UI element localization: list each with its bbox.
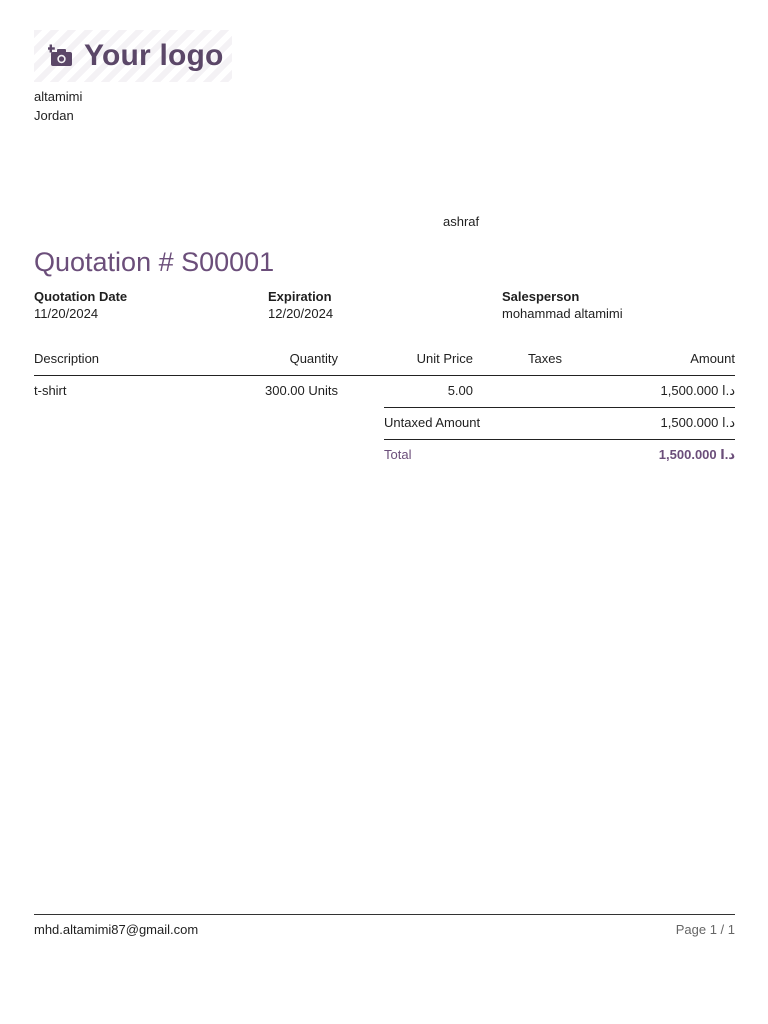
company-logo [34,30,232,82]
quotation-date-block [34,289,127,321]
table-row-amount: 1,500.000 د.ا [660,383,735,398]
expiration-block [268,289,333,321]
header-taxes: Taxes [528,351,562,366]
header-divider [34,375,735,376]
camera-plus-icon [48,43,74,69]
company-address [34,87,82,125]
total-value: 1,500.000 د.ا [658,447,735,462]
expiration-label: Expiration [268,289,332,304]
company-country: Jordan [34,108,74,123]
footer-divider [34,914,735,915]
logo-text: Your logo [84,39,224,72]
table-row-unit-price: 5.00 [447,383,473,398]
quotation-date-value: 11/20/2024 [34,306,99,321]
footer-email: mhd.altamimi87@gmail.com [34,922,199,937]
total-divider [384,439,735,440]
expiration-value: 12/20/2024 [268,306,334,321]
salesperson-block [502,289,623,321]
page-number: Page 1 / 1 [675,922,735,937]
subtotal-divider [384,407,735,408]
header-amount: Amount [690,351,735,366]
table-row-quantity: 300.00 Units [265,383,338,398]
salesperson-value: mohammad altamimi [502,306,623,321]
untaxed-amount-label: Untaxed Amount [384,415,481,430]
header-unit-price: Unit Price [416,351,473,366]
total-label: Total [384,447,412,462]
header-quantity: Quantity [289,351,338,366]
quotation-date-label: Quotation Date [34,289,128,304]
company-name: altamimi [34,89,83,104]
page-title: Quotation # S00001 [34,247,275,277]
customer-name: ashraf [443,214,480,229]
header-description: Description [34,351,100,366]
salesperson-label: Salesperson [502,289,580,304]
untaxed-amount-value: 1,500.000 د.ا [660,415,735,430]
table-row-description: t-shirt [34,383,67,398]
